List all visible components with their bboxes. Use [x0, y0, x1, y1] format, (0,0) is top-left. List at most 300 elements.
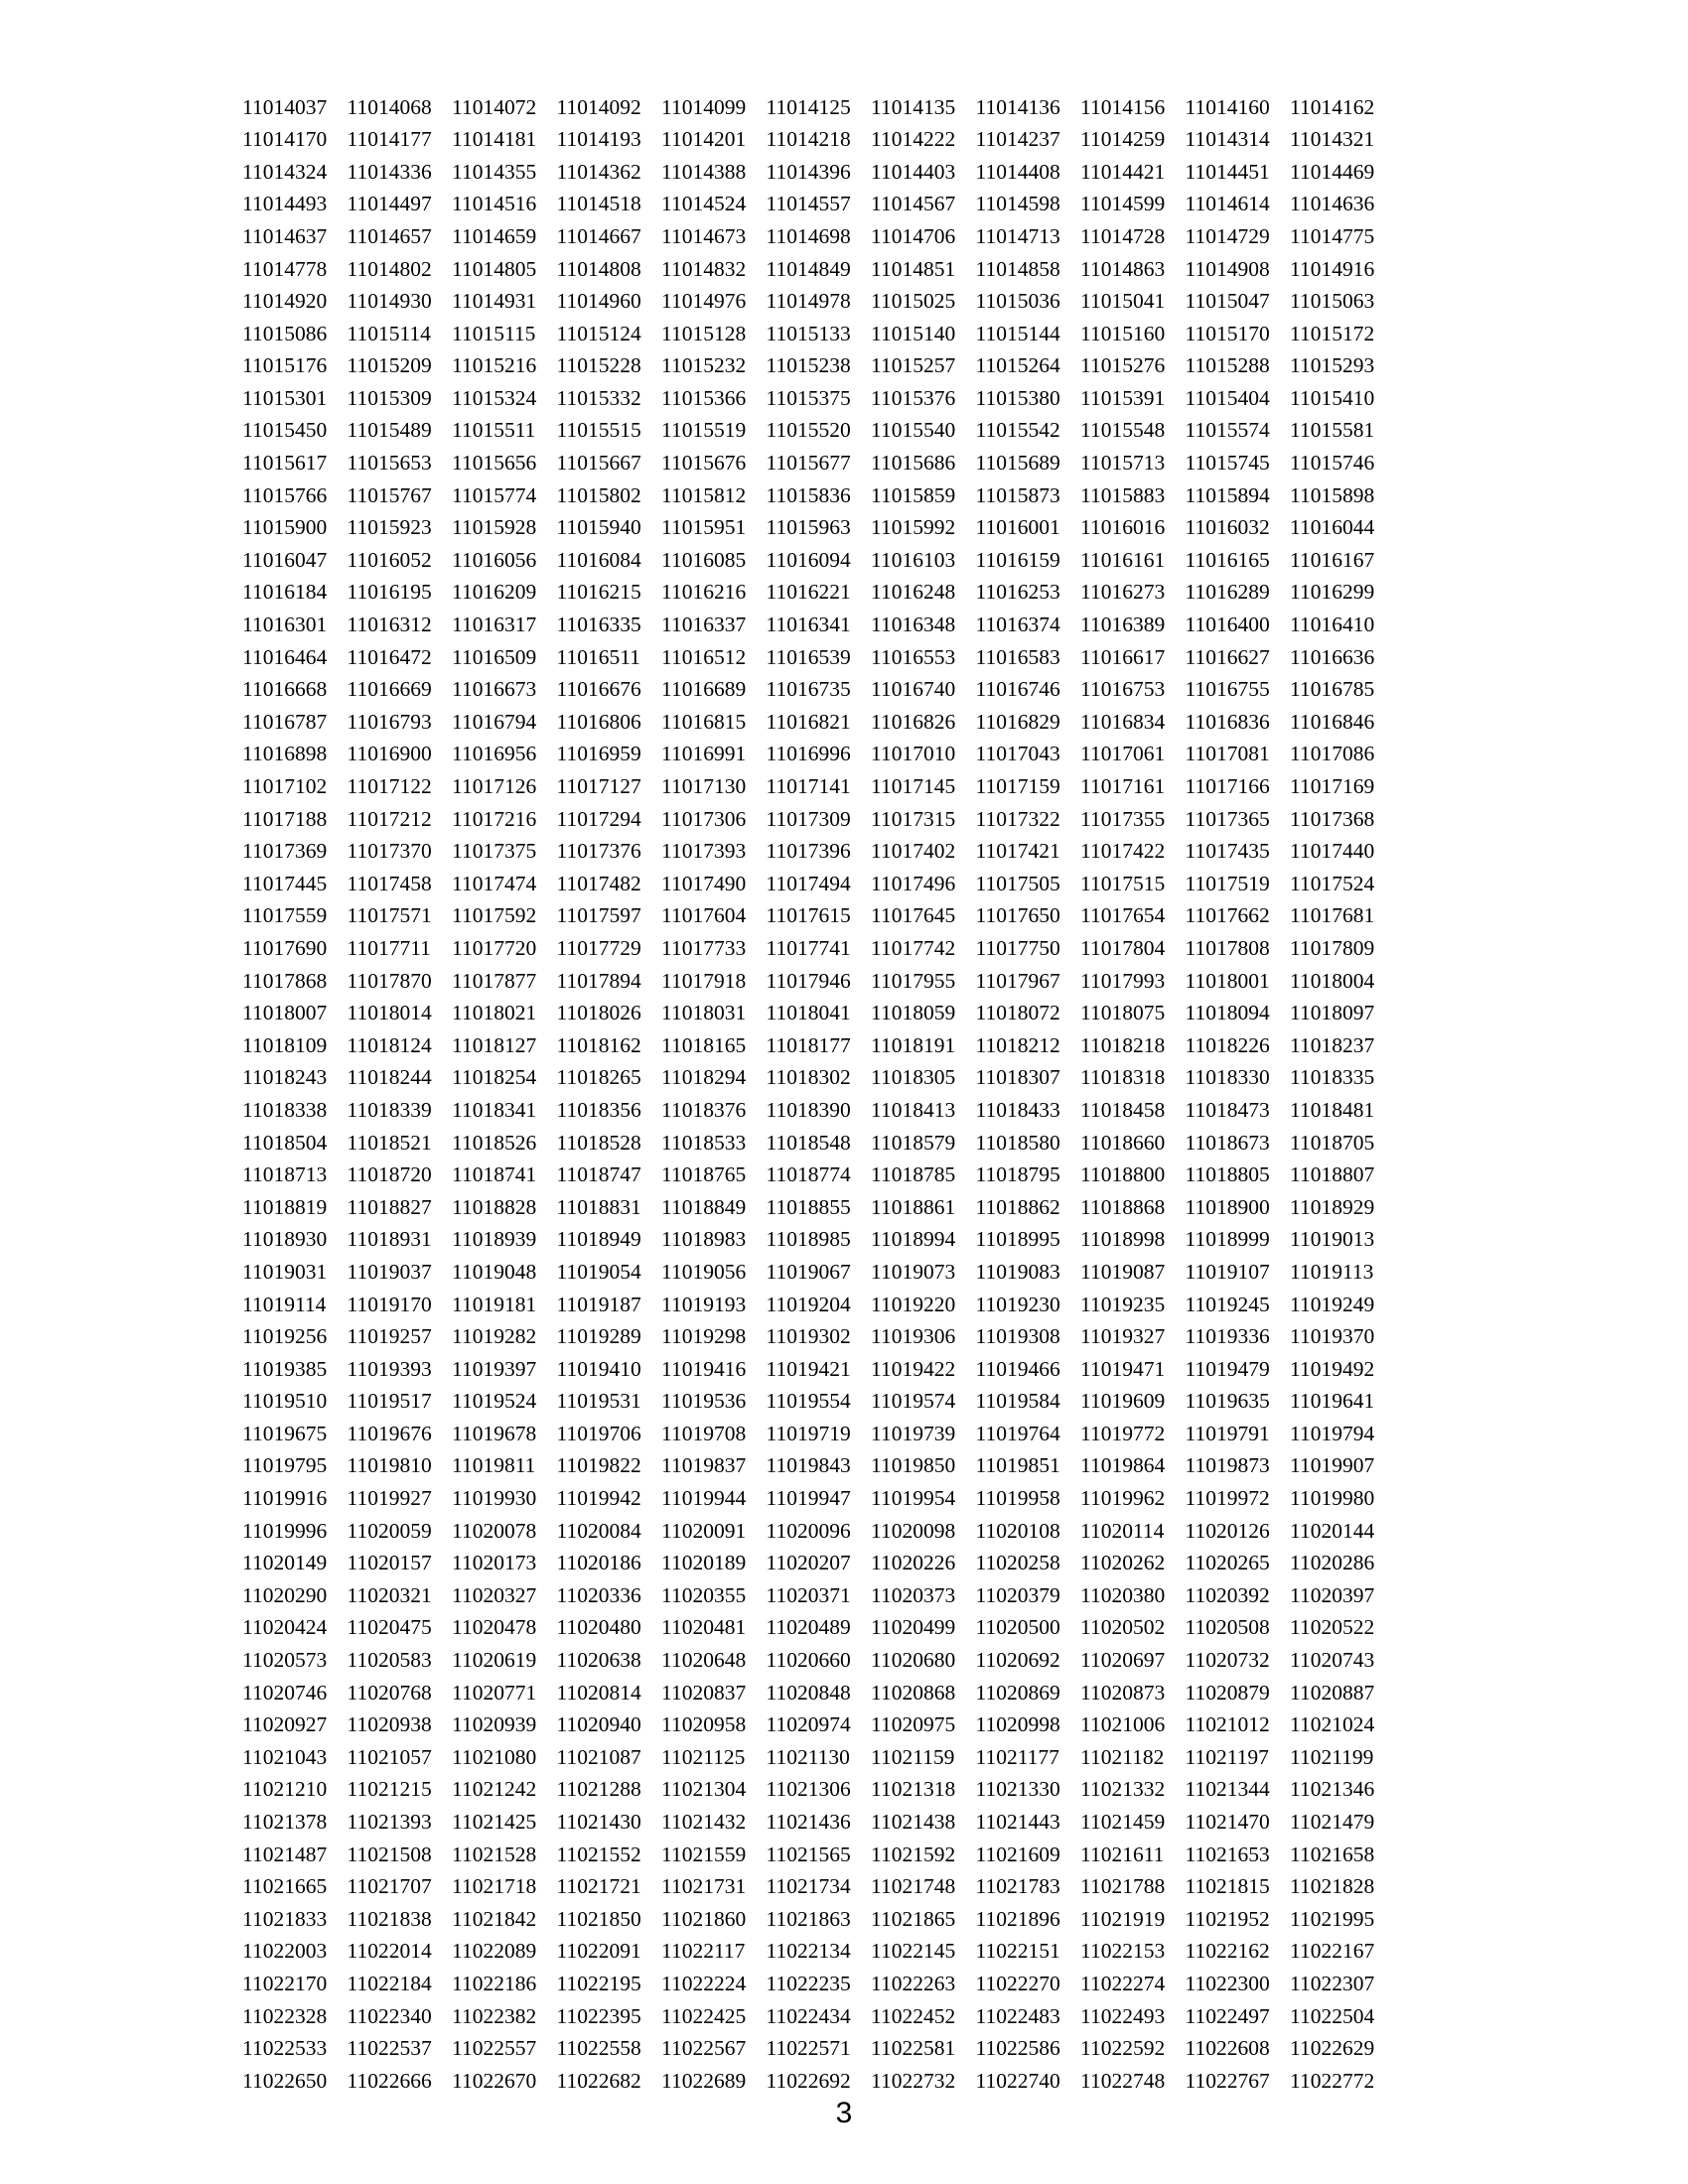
number-cell: 11021718	[452, 1874, 537, 1899]
number-cell: 11014218	[766, 127, 851, 152]
number-cell: 11015047	[1185, 289, 1270, 314]
number-cell: 11014908	[1185, 256, 1270, 281]
number-cell: 11014403	[871, 159, 956, 184]
number-cell: 11018356	[556, 1097, 641, 1122]
number-row	[242, 803, 1394, 836]
number-row	[242, 1839, 1394, 1871]
number-cell: 11017141	[766, 774, 851, 799]
number-row	[242, 577, 1394, 610]
number-cell: 11021833	[242, 1906, 328, 1931]
number-cell: 11014729	[1185, 223, 1270, 248]
number-cell: 11015041	[1080, 289, 1166, 314]
number-cell: 11017946	[766, 968, 851, 993]
number-cell: 11016509	[452, 644, 537, 669]
number-cell: 11016669	[347, 677, 432, 702]
number-cell: 11017376	[556, 839, 641, 864]
number-cell: 11019245	[1185, 1292, 1270, 1316]
number-cell: 11018097	[1290, 1001, 1375, 1025]
number-cell: 11016052	[347, 547, 432, 572]
number-cell: 11020149	[242, 1551, 328, 1575]
number-cell: 11016689	[661, 677, 747, 702]
number-cell: 11014355	[452, 159, 537, 184]
number-cell: 11014802	[347, 256, 432, 281]
number-cell: 11019708	[661, 1421, 747, 1445]
number-cell: 11022151	[975, 1939, 1060, 1964]
number-cell: 11014125	[766, 94, 851, 119]
number-cell: 11017127	[556, 774, 641, 799]
number-cell: 11018785	[871, 1162, 956, 1187]
number-cell: 11020424	[242, 1615, 328, 1640]
number-cell: 11014659	[452, 223, 537, 248]
number-cell: 11017482	[556, 871, 641, 895]
number-cell: 11021436	[766, 1810, 851, 1835]
number-cell: 11017440	[1290, 839, 1375, 864]
number-cell: 11020998	[975, 1712, 1060, 1737]
number-row	[242, 448, 1394, 480]
number-cell: 11015391	[1080, 385, 1166, 410]
number-cell: 11020873	[1080, 1680, 1166, 1705]
number-cell: 11019675	[242, 1421, 328, 1445]
number-cell: 11016001	[975, 515, 1060, 540]
number-cell: 11017365	[1185, 806, 1270, 831]
number-row	[242, 1450, 1394, 1483]
number-row	[242, 415, 1394, 448]
number-cell: 11021330	[975, 1777, 1060, 1802]
number-cell: 11020478	[452, 1615, 537, 1640]
number-cell: 11019306	[871, 1324, 956, 1349]
number-cell: 11017212	[347, 806, 432, 831]
number-cell: 11018713	[242, 1162, 328, 1187]
number-cell: 11021487	[242, 1842, 328, 1866]
number-cell: 11016103	[871, 547, 956, 572]
number-cell: 11015581	[1290, 418, 1375, 443]
number-cell: 11017445	[242, 871, 328, 895]
number-cell: 11019574	[871, 1389, 956, 1414]
number-cell: 11014849	[766, 256, 851, 281]
number-cell: 11016673	[452, 677, 537, 702]
number-cell: 11019510	[242, 1389, 328, 1414]
number-cell: 11019170	[347, 1292, 432, 1316]
number-cell: 11020743	[1290, 1648, 1375, 1673]
number-cell: 11019927	[347, 1486, 432, 1511]
number-row	[242, 1548, 1394, 1580]
number-cell: 11018124	[347, 1032, 432, 1057]
number-row	[242, 739, 1394, 771]
number-cell: 11017216	[452, 806, 537, 831]
number-cell: 11018021	[452, 1001, 537, 1025]
number-cell: 11021788	[1080, 1874, 1166, 1899]
number-cell: 11015653	[347, 451, 432, 476]
number-cell: 11015519	[661, 418, 747, 443]
number-cell: 11019764	[975, 1421, 1060, 1445]
number-cell: 11020680	[871, 1648, 956, 1673]
number-cell: 11015366	[661, 385, 747, 410]
number-cell: 11017474	[452, 871, 537, 895]
number-cell: 11017081	[1185, 742, 1270, 766]
number-cell: 11021288	[556, 1777, 641, 1802]
number-cell: 11019811	[452, 1453, 536, 1478]
number-cell: 11020499	[871, 1615, 956, 1640]
number-cell: 11022732	[871, 2068, 956, 2093]
number-row	[242, 1871, 1394, 1904]
number-cell: 11017061	[1080, 742, 1166, 766]
number-cell: 11016195	[347, 580, 432, 605]
number-cell: 11020660	[766, 1648, 851, 1673]
number-cell: 11020098	[871, 1518, 956, 1543]
number-cell: 11022184	[347, 1971, 432, 1995]
number-row	[242, 1936, 1394, 1969]
number-cell: 11018995	[975, 1227, 1060, 1252]
number-cell: 11021159	[871, 1744, 955, 1769]
number-cell: 11020879	[1185, 1680, 1270, 1705]
number-cell: 11022772	[1290, 2068, 1375, 2093]
number-cell: 11017130	[661, 774, 747, 799]
number-cell: 11014321	[1290, 127, 1375, 152]
number-row	[242, 350, 1394, 383]
number-cell: 11022235	[766, 1971, 851, 1995]
number-cell: 11020327	[452, 1582, 537, 1607]
number-cell: 11019220	[871, 1292, 956, 1316]
number-cell: 11018376	[661, 1097, 747, 1122]
number-cell: 11016464	[242, 644, 328, 669]
number-cell: 11022537	[347, 2036, 432, 2061]
number-cell: 11021130	[766, 1744, 850, 1769]
number-row	[242, 1418, 1394, 1450]
number-cell: 11020927	[242, 1712, 328, 1737]
number-cell: 11020771	[452, 1680, 537, 1705]
number-cell: 11016898	[242, 742, 328, 766]
number-cell: 11020397	[1290, 1582, 1375, 1607]
number-cell: 11019087	[1080, 1259, 1166, 1284]
number-row	[242, 1968, 1394, 2000]
number-cell: 11022608	[1185, 2036, 1270, 2061]
number-cell: 11019466	[975, 1356, 1060, 1381]
number-cell: 11018338	[242, 1097, 328, 1122]
number-cell: 11015802	[556, 482, 641, 507]
number-row	[242, 544, 1394, 577]
number-cell: 11015812	[661, 482, 747, 507]
number-cell: 11021242	[452, 1777, 537, 1802]
number-cell: 11019336	[1185, 1324, 1270, 1349]
number-cell: 11016184	[242, 580, 328, 605]
number-cell: 11020379	[975, 1582, 1060, 1607]
number-row	[242, 674, 1394, 707]
number-cell: 11021199	[1290, 1744, 1374, 1769]
number-cell: 11017505	[975, 871, 1060, 895]
number-cell: 11017393	[661, 839, 747, 864]
number-cell: 11014775	[1290, 223, 1375, 248]
number-cell: 11018318	[1080, 1065, 1166, 1090]
number-cell: 11017102	[242, 774, 328, 799]
number-cell: 11017918	[661, 968, 747, 993]
number-cell: 11016636	[1290, 644, 1375, 669]
number-cell: 11017435	[1185, 839, 1270, 864]
number-cell: 11022689	[661, 2068, 747, 2093]
number-row	[242, 512, 1394, 545]
number-cell: 11018041	[766, 1001, 851, 1025]
number-cell: 11014614	[1185, 192, 1270, 216]
number-row	[242, 1289, 1394, 1321]
number-cell: 11014673	[661, 223, 747, 248]
number-cell: 11017355	[1080, 806, 1166, 831]
number-cell: 11017402	[871, 839, 956, 864]
number-cell: 11016337	[661, 613, 747, 637]
number-cell: 11017369	[242, 839, 328, 864]
number-cell: 11018855	[766, 1194, 851, 1219]
number-cell: 11017741	[766, 935, 851, 960]
number-cell: 11018059	[871, 1001, 956, 1025]
number-cell: 11019327	[1080, 1324, 1166, 1349]
number-cell: 11019256	[242, 1324, 328, 1349]
number-cell: 11014728	[1080, 223, 1166, 248]
number-cell: 11022483	[975, 2003, 1060, 2028]
number-cell: 11020692	[975, 1648, 1060, 1673]
page-number: 3	[835, 2097, 853, 2129]
number-cell: 11022650	[242, 2068, 328, 2093]
number-cell: 11015900	[242, 515, 328, 540]
number-cell: 11014516	[452, 192, 537, 216]
number-row	[242, 318, 1394, 350]
number-cell: 11014237	[975, 127, 1060, 152]
number-cell: 11019678	[452, 1421, 537, 1445]
number-cell: 11020189	[661, 1551, 747, 1575]
number-cell: 11016159	[975, 547, 1060, 572]
number-cell: 11014421	[1080, 159, 1166, 184]
number-cell: 11016583	[975, 644, 1060, 669]
number-cell: 11015689	[975, 451, 1060, 476]
number-cell: 11018341	[452, 1097, 537, 1122]
number-cell: 11016793	[347, 709, 432, 734]
number-cell: 11019947	[766, 1486, 851, 1511]
number-cell: 11017086	[1290, 742, 1375, 766]
number-cell: 11022170	[242, 1971, 328, 1995]
number-cell: 11021125	[661, 1744, 746, 1769]
number-cell: 11019794	[1290, 1421, 1375, 1445]
number-cell: 11016740	[871, 677, 956, 702]
number-cell: 11015172	[1290, 321, 1375, 345]
number-row	[242, 2000, 1394, 2033]
number-cell: 11020157	[347, 1551, 432, 1575]
number-cell: 11022581	[871, 2036, 956, 2061]
number-cell: 11021080	[452, 1744, 537, 1769]
number-cell: 11017375	[452, 839, 537, 864]
number-cell: 11015617	[242, 451, 328, 476]
number-cell: 11019249	[1290, 1292, 1375, 1316]
number-cell: 11016273	[1080, 580, 1166, 605]
number-cell: 11021815	[1185, 1874, 1270, 1899]
number-cell: 11017322	[975, 806, 1060, 831]
number-cell: 11015144	[975, 321, 1060, 345]
number-cell: 11014598	[975, 192, 1060, 216]
number-cell: 11016472	[347, 644, 432, 669]
number-row	[242, 156, 1394, 189]
number-cell: 11016785	[1290, 677, 1375, 702]
number-cell: 11015898	[1290, 482, 1375, 507]
number-cell: 11022748	[1080, 2068, 1166, 2093]
number-cell: 11017592	[452, 903, 537, 928]
number-cell: 11021952	[1185, 1906, 1270, 1931]
number-cell: 11021306	[766, 1777, 851, 1802]
number-cell: 11019706	[556, 1421, 641, 1445]
number-cell: 11015859	[871, 482, 956, 507]
number-cell: 11016374	[975, 613, 1060, 637]
number-cell: 11015574	[1185, 418, 1270, 443]
number-cell: 11020355	[661, 1582, 747, 1607]
number-cell: 11016753	[1080, 677, 1166, 702]
number-cell: 11021182	[1080, 1744, 1165, 1769]
number-cell: 11017161	[1080, 774, 1166, 799]
number-cell: 11015489	[347, 418, 432, 443]
number-cell: 11020114	[1080, 1518, 1165, 1543]
number-cell: 11017166	[1185, 774, 1270, 799]
number-cell: 11021919	[1080, 1906, 1166, 1931]
number-row	[242, 1224, 1394, 1257]
number-cell: 11019107	[1185, 1259, 1270, 1284]
number-cell: 11019308	[975, 1324, 1060, 1349]
number-cell: 11018831	[556, 1194, 641, 1219]
number-cell: 11022003	[242, 1939, 328, 1964]
number-cell: 11022145	[871, 1939, 956, 1964]
number-cell: 11015923	[347, 515, 432, 540]
number-cell: 11019719	[766, 1421, 851, 1445]
number-row	[242, 1029, 1394, 1062]
number-cell: 11017421	[975, 839, 1060, 864]
number-cell: 11014314	[1185, 127, 1270, 152]
number-cell: 11018819	[242, 1194, 328, 1219]
number-cell: 11017169	[1290, 774, 1375, 799]
number-cell: 11018212	[975, 1032, 1060, 1057]
number-cell: 11014637	[242, 223, 328, 248]
number-cell: 11021863	[766, 1906, 851, 1931]
number-cell: 11014068	[347, 94, 432, 119]
number-row	[242, 1353, 1394, 1386]
number-cell: 11022692	[766, 2068, 851, 2093]
number-cell: 11019795	[242, 1453, 328, 1478]
number-cell: 11015232	[661, 353, 747, 378]
number-cell: 11021508	[347, 1842, 432, 1866]
number-cell: 11017315	[871, 806, 956, 831]
number-cell: 11021609	[975, 1842, 1060, 1866]
number-cell: 11017650	[975, 903, 1060, 928]
number-cell: 11014858	[975, 256, 1060, 281]
number-cell: 11018999	[1185, 1227, 1270, 1252]
number-cell: 11014324	[242, 159, 328, 184]
number-cell: 11019609	[1080, 1389, 1166, 1414]
number-cell: 11019421	[766, 1356, 851, 1381]
number-cell: 11018579	[871, 1130, 956, 1155]
number-row	[242, 382, 1394, 415]
number-cell: 11015873	[975, 482, 1060, 507]
number-cell: 11016668	[242, 677, 328, 702]
number-cell: 11020938	[347, 1712, 432, 1737]
number-cell: 11016165	[1185, 547, 1270, 572]
number-cell: 11019302	[766, 1324, 851, 1349]
number-cell: 11017894	[556, 968, 641, 993]
number-cell: 11015894	[1185, 482, 1270, 507]
number-cell: 11018849	[661, 1194, 747, 1219]
number-cell: 11021012	[1185, 1712, 1270, 1737]
number-cell: 11020380	[1080, 1582, 1166, 1607]
number-cell: 11015115	[452, 321, 536, 345]
number-cell: 11020522	[1290, 1615, 1375, 1640]
number-cell: 11019397	[452, 1356, 537, 1381]
number-cell: 11018931	[347, 1227, 432, 1252]
number-cell: 11017733	[661, 935, 747, 960]
number-cell: 11015511	[452, 418, 536, 443]
number-cell: 11020868	[871, 1680, 956, 1705]
number-cell: 11020144	[1290, 1518, 1375, 1543]
number-cell: 11014177	[347, 127, 432, 152]
number-cell: 11019056	[661, 1259, 747, 1284]
number-cell: 11021842	[452, 1906, 537, 1931]
number-cell: 11019972	[1185, 1486, 1270, 1511]
number-cell: 11015376	[871, 385, 956, 410]
number-row	[242, 124, 1394, 157]
number-cell: 11015063	[1290, 289, 1375, 314]
number-cell: 11021378	[242, 1810, 328, 1835]
number-cell: 11018827	[347, 1194, 432, 1219]
number-table	[242, 91, 1394, 2098]
number-cell: 11022425	[661, 2003, 747, 2028]
number-cell: 11015036	[975, 289, 1060, 314]
number-cell: 11016735	[766, 677, 851, 702]
number-cell: 11022162	[1185, 1939, 1270, 1964]
number-cell: 11014808	[556, 256, 641, 281]
number-cell: 11017750	[975, 935, 1060, 960]
number-cell: 11016084	[556, 547, 641, 572]
number-row	[242, 1386, 1394, 1419]
number-cell: 11019282	[452, 1324, 537, 1349]
number-cell: 11016815	[661, 709, 747, 734]
number-cell: 11016301	[242, 613, 328, 637]
number-row	[242, 641, 1394, 674]
number-cell: 11014920	[242, 289, 328, 314]
number-cell: 11020573	[242, 1648, 328, 1673]
number-cell: 11014497	[347, 192, 432, 216]
number-cell: 11018994	[871, 1227, 956, 1252]
number-cell: 11021658	[1290, 1842, 1375, 1866]
number-cell: 11018458	[1080, 1097, 1166, 1122]
number-cell: 11022740	[975, 2068, 1060, 2093]
number-cell: 11018237	[1290, 1032, 1375, 1057]
number-cell: 11022670	[452, 2068, 537, 2093]
number-cell: 11016094	[766, 547, 851, 572]
number-cell: 11016248	[871, 580, 956, 605]
number-cell: 11014037	[242, 94, 328, 119]
number-cell: 11018335	[1290, 1065, 1375, 1090]
number-cell: 11019843	[766, 1453, 851, 1478]
number-row	[242, 1612, 1394, 1645]
number-row	[242, 1579, 1394, 1612]
number-cell: 11019962	[1080, 1486, 1166, 1511]
number-cell: 11019635	[1185, 1389, 1270, 1414]
number-cell: 11018109	[242, 1032, 328, 1057]
number-cell: 11017458	[347, 871, 432, 895]
number-cell: 11021721	[556, 1874, 641, 1899]
number-cell: 11019393	[347, 1356, 432, 1381]
number-cell: 11018774	[766, 1162, 851, 1187]
number-cell: 11015380	[975, 385, 1060, 410]
number-row	[242, 706, 1394, 739]
number-cell: 11016209	[452, 580, 537, 605]
number-cell: 11017955	[871, 968, 956, 993]
number-cell: 11021470	[1185, 1810, 1270, 1835]
number-cell: 11022493	[1080, 2003, 1166, 2028]
number-cell: 11015746	[1290, 451, 1375, 476]
number-cell: 11017967	[975, 968, 1060, 993]
number-cell: 11018673	[1185, 1130, 1270, 1155]
number-cell: 11018504	[242, 1130, 328, 1155]
